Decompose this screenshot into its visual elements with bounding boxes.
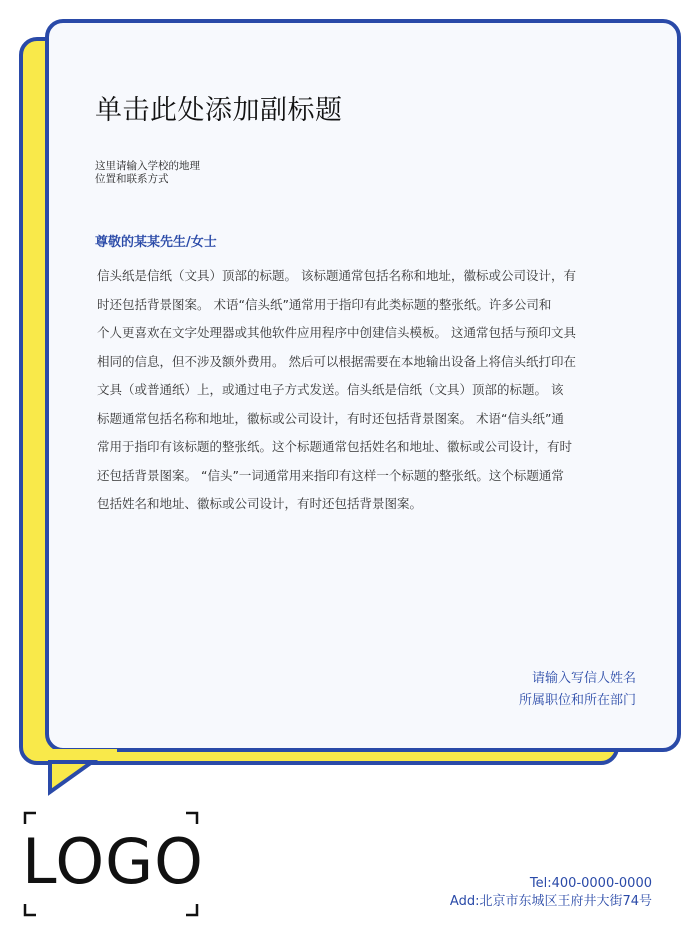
salutation[interactable]: 尊敬的某某先生/女士 <box>95 235 217 250</box>
body-line: 文具（或普通纸）上，或通过电子方式发送。信头纸是信纸（文具）顶部的标题。 该 <box>97 382 564 397</box>
signature-block[interactable] <box>519 668 636 712</box>
body-line: 时还包括背景图案。 术语“信头纸”通常用于指印有此类标题的整张纸。许多公司和 <box>97 296 552 312</box>
page-subtitle[interactable]: 单击此处添加副标题 <box>95 95 343 126</box>
contact-block[interactable] <box>450 875 652 911</box>
logo-text: LOGO <box>22 825 204 898</box>
body-line: 标题通常包括名称和地址，徽标或公司设计，有时还包括背景图案。 术语“信头纸”通 <box>97 410 564 426</box>
school-address-block[interactable] <box>95 160 200 186</box>
body-line: 还包括背景图案。 “信头”一词通常用来指印有这样一个标题的整张纸。这个标题通常 <box>97 467 564 483</box>
body-line: 个人更喜欢在文字处理器或其他软件应用程序中创建信头模板。 这通常包括与预印文具 <box>97 325 576 340</box>
address-line: 位置和联系方式 <box>95 173 169 185</box>
body-line: 相同的信息，但不涉及额外费用。 然后可以根据需要在本地输出设备上将信头纸打印在 <box>97 353 576 369</box>
logo-placeholder[interactable] <box>22 810 204 918</box>
body-line: 包括姓名和地址、徽标或公司设计，有时还包括背景图案。 <box>97 496 423 511</box>
sender-position: 所属职位和所在部门 <box>518 693 636 708</box>
contact-phone: Tel:400-0000-0000 <box>529 876 652 891</box>
body-line: 信头纸是信纸（文具）顶部的标题。 该标题通常包括名称和地址，徽标或公司设计，有 <box>97 268 576 283</box>
letter-body[interactable] <box>97 262 643 519</box>
address-line: 这里请输入学校的地理 <box>95 160 200 172</box>
body-line: 常用于指印有该标题的整张纸。这个标题通常包括姓名和地址、徽标或公司设计，有时 <box>97 439 573 454</box>
contact-address: Add:北京市东城区王府井大街74号 <box>449 894 652 909</box>
sender-name: 请输入写信人姓名 <box>531 671 636 686</box>
